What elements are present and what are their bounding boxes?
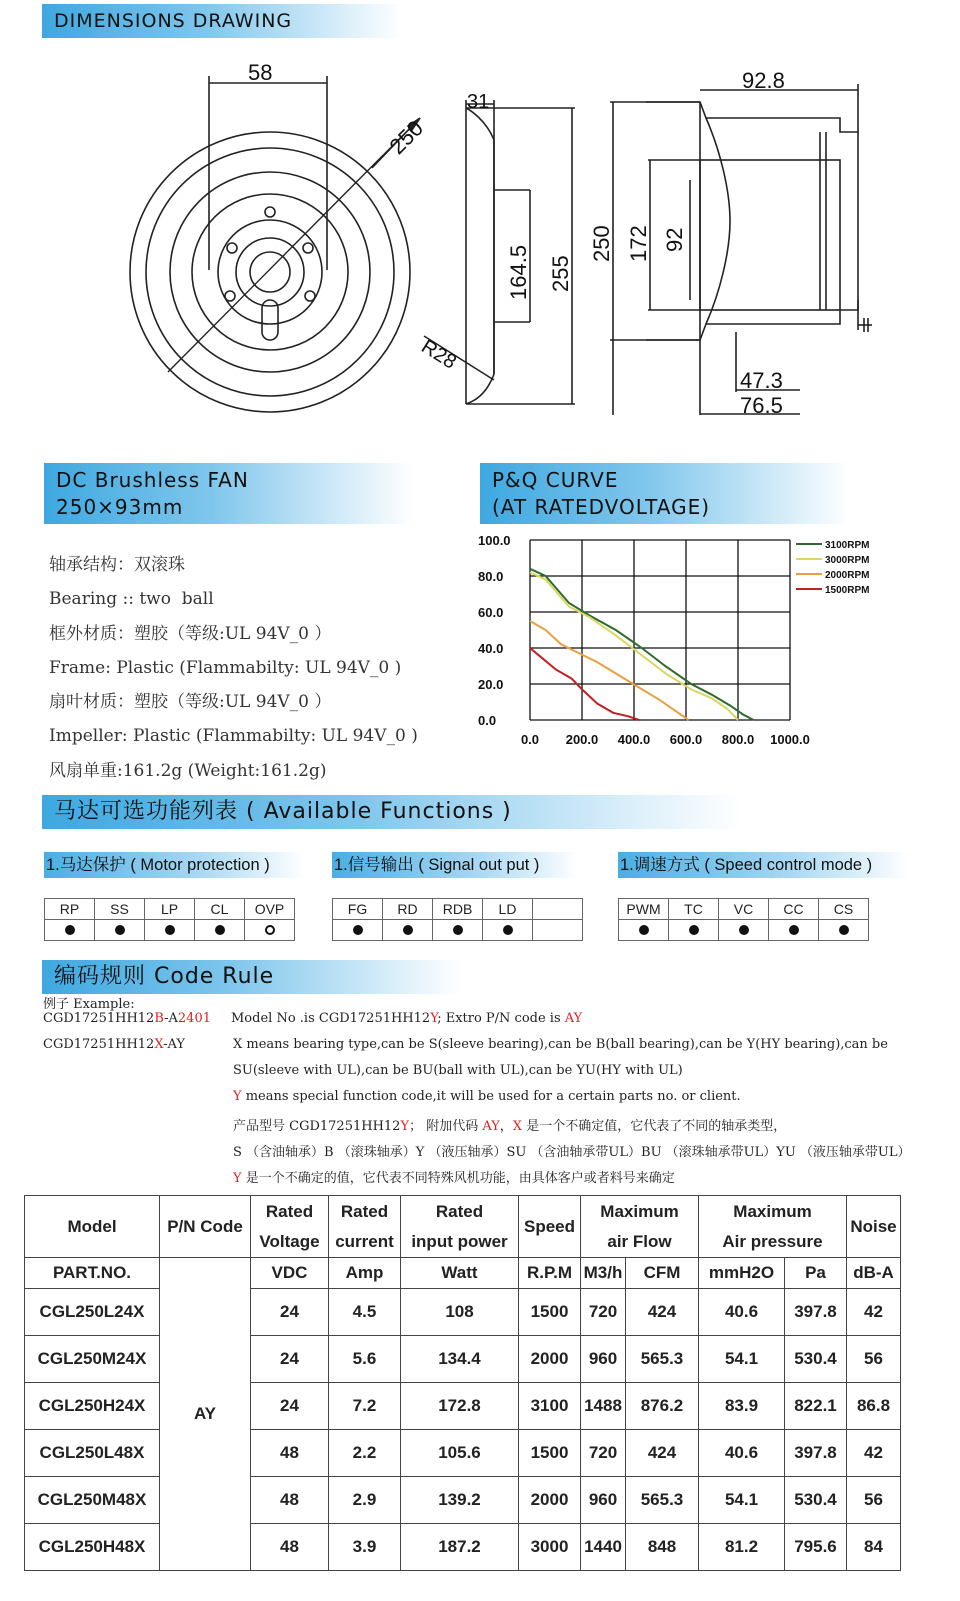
example-1-base: CGD17251HH12 xyxy=(43,1011,155,1026)
fan-banner xyxy=(44,463,414,524)
code-line-5-e: ， xyxy=(499,1119,513,1134)
table-cell: 105.6 xyxy=(401,1430,519,1477)
available-dot-icon xyxy=(789,925,799,935)
table-cell: 48 xyxy=(251,1430,329,1477)
dim-thickness-label: 31 xyxy=(467,91,490,113)
model-cell: CGL250H24X xyxy=(25,1383,160,1430)
y-tick-label: 20.0 xyxy=(478,677,504,692)
table-cell: 3100 xyxy=(519,1383,581,1430)
dimensions-title: DIMENSIONS DRAWING xyxy=(54,10,293,32)
header-current: Rated current xyxy=(329,1196,401,1258)
dim-inner1-label: 172 xyxy=(626,225,651,262)
header-airflow: Maximum air Flow xyxy=(581,1196,699,1258)
dim-outer-label: 255 xyxy=(548,255,573,292)
dim-height-label: 250 xyxy=(589,225,614,262)
code-line-5 xyxy=(233,1115,786,1134)
table-cell: 172.8 xyxy=(401,1383,519,1430)
header-speed: Speed xyxy=(519,1196,581,1258)
table-cell: 40.6 xyxy=(699,1289,785,1336)
function-table-motor xyxy=(44,898,295,941)
header-pressure: Maximum Air pressure xyxy=(699,1196,847,1258)
dimensions-banner xyxy=(42,4,402,38)
pq-banner xyxy=(480,463,850,524)
spec-frame-en: Frame: Plastic (Flammabilty: UL 94V_0 ) xyxy=(49,657,402,678)
functions-title: 马达可选功能列表 ( Available Functions ) xyxy=(54,799,512,824)
legend-label: 1500RPM xyxy=(825,585,870,596)
example-1-sep: -A xyxy=(164,1011,178,1026)
model-cell: CGL250L48X xyxy=(25,1430,160,1477)
example-2-suffix: -AY xyxy=(163,1037,185,1052)
dim-d2-label: 76.5 xyxy=(740,393,783,418)
legend-label: 2000RPM xyxy=(825,570,870,581)
code-rule-banner xyxy=(42,960,462,994)
dim-inner2-label: 92 xyxy=(662,227,687,252)
header-voltage: Rated Voltage xyxy=(251,1196,329,1258)
table-cell: 42 xyxy=(847,1430,901,1477)
available-dot-icon xyxy=(115,925,125,935)
y-tick-label: 60.0 xyxy=(478,605,504,620)
code-line-7-b: 是一个不确定的值，它代表不同特殊风机功能，由具体客户或者料号来确定 xyxy=(241,1171,675,1186)
model-cell: CGL250L24X xyxy=(25,1289,160,1336)
table-units-row xyxy=(25,1258,901,1289)
table-cell: 720 xyxy=(581,1430,626,1477)
available-dot-icon xyxy=(215,925,225,935)
example-label: 例子 Example: xyxy=(43,997,135,1012)
x-tick-label: 0.0 xyxy=(520,732,540,747)
table-cell: 187.2 xyxy=(401,1524,519,1571)
code-line-4 xyxy=(233,1089,741,1104)
unit-cell: dB-A xyxy=(847,1258,901,1289)
function-code: CS xyxy=(819,899,869,920)
x-tick-label: 600.0 xyxy=(669,732,703,747)
table-cell: 24 xyxy=(251,1336,329,1383)
table-cell: 822.1 xyxy=(785,1383,847,1430)
code-line-5-a: 产品型号 CGD17251HH12 xyxy=(233,1119,401,1134)
table-header-row xyxy=(25,1196,901,1258)
y-tick-label: 80.0 xyxy=(478,569,504,584)
unit-cell: M3/h xyxy=(581,1258,626,1289)
function-group-title: 1.信号输出 ( Signal out put ) xyxy=(332,852,577,878)
spec-frame-cn: 框外材质：塑胶（等级:UL 94V_0 ） xyxy=(49,623,332,644)
table-cell: 424 xyxy=(626,1289,699,1336)
table-cell: 1500 xyxy=(519,1289,581,1336)
function-code: TC xyxy=(669,899,719,920)
available-dot-icon xyxy=(639,925,649,935)
function-code: FG xyxy=(333,899,383,920)
pq-banner-line1: P&Q CURVE xyxy=(492,468,619,492)
model-cell: CGL250M24X xyxy=(25,1336,160,1383)
function-group-title: 1.马达保护 ( Motor protection ) xyxy=(44,852,304,878)
available-dot-icon xyxy=(739,925,749,935)
table-cell: 2.9 xyxy=(329,1477,401,1524)
model-cell: CGL250M48X xyxy=(25,1477,160,1524)
header-pn-code: P/N Code xyxy=(160,1196,251,1258)
table-cell: 530.4 xyxy=(785,1477,847,1524)
table-cell: 48 xyxy=(251,1477,329,1524)
dim-width-label: 58 xyxy=(248,60,273,85)
example-2 xyxy=(43,1037,185,1052)
x-tick-label: 400.0 xyxy=(617,732,651,747)
code-line-2 xyxy=(233,1037,888,1052)
table-cell: 2.2 xyxy=(329,1430,401,1477)
function-code: SS xyxy=(95,899,145,920)
function-code: VC xyxy=(719,899,769,920)
header-power: Rated input power xyxy=(401,1196,519,1258)
table-cell: 1440 xyxy=(581,1524,626,1571)
functions-banner xyxy=(42,795,742,829)
y-tick-label: 100.0 xyxy=(478,533,511,548)
unit-cell: Watt xyxy=(401,1258,519,1289)
table-cell: 5.6 xyxy=(329,1336,401,1383)
code-rule-title: 编码规则 Code Rule xyxy=(54,964,275,989)
table-cell: 83.9 xyxy=(699,1383,785,1430)
table-cell: 424 xyxy=(626,1430,699,1477)
code-line-5-b: Y xyxy=(400,1119,410,1134)
table-cell: 960 xyxy=(581,1336,626,1383)
table-cell: 3.9 xyxy=(329,1524,401,1571)
series-line-2000rpm xyxy=(530,621,689,720)
function-table-speed xyxy=(618,898,869,941)
function-group-title: 1.调速方式 ( Speed control mode ) xyxy=(618,852,908,878)
available-dot-icon xyxy=(65,925,75,935)
fan-banner-line2: 250×93mm xyxy=(56,495,184,519)
function-table-signal xyxy=(332,898,583,941)
table-cell: 48 xyxy=(251,1524,329,1571)
code-line-4-b: means special function code,it will be used for a certain parts no. or client. xyxy=(241,1089,741,1104)
code-line-7 xyxy=(233,1167,675,1186)
table-row xyxy=(25,1383,901,1430)
x-tick-label: 200.0 xyxy=(565,732,599,747)
series-line-3100rpm xyxy=(530,569,754,720)
code-line-5-c: ； 附加代码 xyxy=(409,1119,483,1134)
table-cell: 795.6 xyxy=(785,1524,847,1571)
code-line-1-b: Y xyxy=(430,1011,438,1026)
unit-cell: CFM xyxy=(626,1258,699,1289)
unit-cell: Pa xyxy=(785,1258,847,1289)
code-line-1-d: AY xyxy=(564,1011,583,1026)
table-cell: 397.8 xyxy=(785,1289,847,1336)
function-code: RDB xyxy=(433,899,483,920)
example-2-base: CGD17251HH12 xyxy=(43,1037,155,1052)
table-cell: 7.2 xyxy=(329,1383,401,1430)
legend-label: 3000RPM xyxy=(825,555,870,566)
header-noise: Noise xyxy=(847,1196,901,1258)
dim-radius-label: R28 xyxy=(417,335,461,374)
table-cell: 24 xyxy=(251,1383,329,1430)
example-2-var: X xyxy=(154,1037,164,1052)
code-line-1-a: Model No .is CGD17251HH12 xyxy=(231,1011,431,1026)
y-tick-label: 40.0 xyxy=(478,641,504,656)
table-cell: 3000 xyxy=(519,1524,581,1571)
function-code xyxy=(533,899,583,920)
code-line-3: SU(sleeve with UL),can be BU(ball with UL),can be YU(HY with UL) xyxy=(233,1063,683,1078)
available-dot-icon xyxy=(503,925,513,935)
table-cell: 40.6 xyxy=(699,1430,785,1477)
available-dot-icon xyxy=(689,925,699,935)
table-cell: 397.8 xyxy=(785,1430,847,1477)
spec-impeller-cn: 扇叶材质：塑胶（等级:UL 94V_0 ） xyxy=(49,692,332,713)
code-line-7-a: Y xyxy=(233,1171,242,1186)
table-row xyxy=(25,1524,901,1571)
function-code: LD xyxy=(483,899,533,920)
function-group-speed xyxy=(618,852,908,941)
example-1-var: B xyxy=(154,1011,165,1026)
table-cell: 139.2 xyxy=(401,1477,519,1524)
function-group-signal xyxy=(332,852,583,941)
table-cell: 42 xyxy=(847,1289,901,1336)
pn-code-cell: AY xyxy=(160,1258,251,1571)
table-cell: 565.3 xyxy=(626,1477,699,1524)
function-code: RD xyxy=(383,899,433,920)
fan-banner-line1: DC Brushless FAN xyxy=(56,468,249,492)
table-cell: 876.2 xyxy=(626,1383,699,1430)
code-line-1-c: ; Extro P/N code is xyxy=(437,1011,565,1026)
unit-cell: VDC xyxy=(251,1258,329,1289)
code-line-1 xyxy=(231,1011,582,1026)
unit-cell: mmH2O xyxy=(699,1258,785,1289)
pq-chart xyxy=(472,528,870,760)
legend-label: 3100RPM xyxy=(825,540,870,551)
table-cell: 84 xyxy=(847,1524,901,1571)
table-cell: 24 xyxy=(251,1289,329,1336)
table-row xyxy=(25,1336,901,1383)
code-line-2-b: means bearing type,can be S(sleeve bearing),can be B(ball bearing),can be Y(HY bearing),can be xyxy=(242,1037,888,1052)
table-row xyxy=(25,1289,901,1336)
function-code: PWM xyxy=(619,899,669,920)
table-cell: 108 xyxy=(401,1289,519,1336)
unit-cell: Amp xyxy=(329,1258,401,1289)
table-row xyxy=(25,1430,901,1477)
code-line-5-f: X xyxy=(512,1119,523,1134)
table-cell: 56 xyxy=(847,1336,901,1383)
x-tick-label: 800.0 xyxy=(721,732,755,747)
dim-d1-label: 47.3 xyxy=(740,368,783,393)
function-code: CC xyxy=(769,899,819,920)
available-dot-icon xyxy=(839,925,849,935)
table-cell: 1488 xyxy=(581,1383,626,1430)
function-group-motor xyxy=(44,852,304,941)
table-cell: 960 xyxy=(581,1477,626,1524)
table-cell: 720 xyxy=(581,1289,626,1336)
specs-list xyxy=(49,548,418,788)
table-cell: 565.3 xyxy=(626,1336,699,1383)
spec-impeller-en: Impeller: Plastic (Flammabilty: UL 94V_0 ) xyxy=(49,726,418,747)
model-spec-table xyxy=(24,1195,901,1571)
table-cell: 530.4 xyxy=(785,1336,847,1383)
optional-ring-icon xyxy=(265,925,275,935)
model-cell: CGL250H48X xyxy=(25,1524,160,1571)
spec-weight: 风扇单重:161.2g (Weight:161.2g) xyxy=(49,760,327,781)
dim-depth-label: 92.8 xyxy=(742,68,785,93)
table-cell: 56 xyxy=(847,1477,901,1524)
dim-diameter-label: 250 xyxy=(384,115,429,160)
spec-bearing-cn: 轴承结构：双滚珠 xyxy=(49,555,185,575)
code-line-5-d: AY xyxy=(482,1119,500,1134)
function-code: RP xyxy=(45,899,95,920)
code-line-4-a: Y xyxy=(233,1089,242,1104)
table-cell: 2000 xyxy=(519,1477,581,1524)
available-dot-icon xyxy=(353,925,363,935)
example-1-suffix: 2401 xyxy=(177,1011,211,1026)
spec-bearing-en: Bearing :: two ball xyxy=(49,589,214,610)
table-row xyxy=(25,1477,901,1524)
x-tick-label: 1000.0 xyxy=(770,732,810,747)
function-code: LP xyxy=(145,899,195,920)
table-cell: 54.1 xyxy=(699,1477,785,1524)
y-tick-label: 0.0 xyxy=(478,713,497,728)
table-cell: 54.1 xyxy=(699,1336,785,1383)
example-1 xyxy=(43,1011,211,1026)
dim-inner-label: 164.5 xyxy=(506,244,531,300)
table-cell: 134.4 xyxy=(401,1336,519,1383)
unit-cell: PART.NO. xyxy=(25,1258,160,1289)
table-cell: 4.5 xyxy=(329,1289,401,1336)
table-cell: 1500 xyxy=(519,1430,581,1477)
function-code: CL xyxy=(195,899,245,920)
code-line-5-g: 是一个不确定值，它代表了不同的轴承类型， xyxy=(522,1119,787,1134)
available-dot-icon xyxy=(453,925,463,935)
table-cell: 81.2 xyxy=(699,1524,785,1571)
function-code: OVP xyxy=(245,899,295,920)
unit-cell: R.P.M xyxy=(519,1258,581,1289)
pq-banner-line2: (AT RATEDVOLTAGE) xyxy=(492,495,711,519)
table-cell: 86.8 xyxy=(847,1383,901,1430)
header-model: Model xyxy=(25,1196,160,1258)
available-dot-icon xyxy=(403,925,413,935)
table-cell: 848 xyxy=(626,1524,699,1571)
available-dot-icon xyxy=(165,925,175,935)
dimensions-drawing xyxy=(0,40,960,460)
table-cell: 2000 xyxy=(519,1336,581,1383)
code-line-6: S （含油轴承）B （滚珠轴承）Y （液压轴承）SU （含油轴承带UL）BU （滚珠轴承带UL）YU （液压轴承带UL） xyxy=(233,1145,911,1160)
code-line-2-a: X xyxy=(233,1037,243,1052)
